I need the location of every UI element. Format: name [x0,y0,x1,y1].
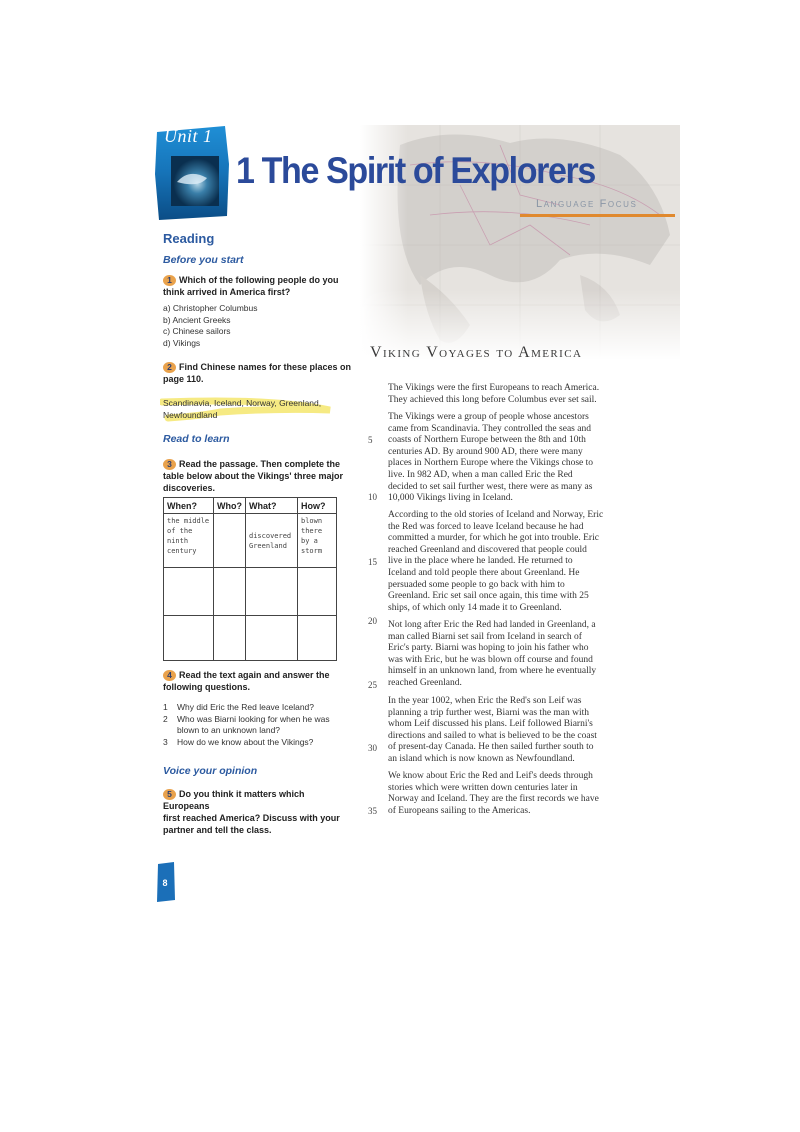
line-number: 15 [368,557,377,567]
table-cell-who[interactable] [214,616,246,661]
article-paragraph-2: According to the old stories of Iceland and Norway, Eric the Red was forced to leave Iceland because he had committed a murder, for which he got into trouble. Eric reached Greenland and discovered that people could live in the place where he landed. He returned to Iceland and told people there about Greenland. He persuaded some people to go back with him to Greenland. Eric set sail once again, this time with 25 ships, of which only 14 made it to Greenland. [388,510,604,613]
list-item: 1 Why did Eric the Red leave Iceland? [163,702,315,712]
list-item: 3 How do we know about the Vikings? [163,736,314,747]
question-2: 2 Find Chinese names for these places on page 110. [163,362,352,384]
table-row [164,514,337,568]
question-number-badge: 5 [163,789,176,800]
table-cell-when[interactable]: the middle of the ninth century [164,514,214,568]
article-paragraph-5: We know about Eric the Red and Leif's deeds through stories which were written down centuries later in Norway and Iceland. They are the first records we have of Europeans sailing to the Americas. [388,771,599,816]
discoveries-table [163,497,337,661]
page-title: 1 The Spirit of Explorers [236,150,595,191]
question-number-badge: 4 [163,670,176,681]
table-header: When? [164,498,214,514]
question-5: 5 Do you think it matters which Europeans first reached America? Discuss with your partner and tell the class. [163,789,340,835]
question-number-badge: 2 [163,362,176,373]
line-number: 30 [368,743,377,753]
question-list [163,702,330,748]
page-number-tab [155,862,175,902]
line-number: 20 [368,616,377,626]
question-number-badge: 3 [163,459,176,470]
before-you-start-heading: Before you start [163,254,244,266]
table-row [164,616,337,661]
table-header: Who? [214,498,246,514]
table-header: What? [246,498,298,514]
table-cell-what[interactable]: discovered Greenland [246,514,298,568]
option-d: d) Vikings [163,337,201,348]
place-names: Scandinavia, Iceland, Norway, Greenland, Newfoundland [163,398,322,420]
unit-label: Unit 1 [164,126,213,146]
article-title: Viking Voyages to America [370,344,583,361]
page-number: 8 [162,878,168,888]
question-1: 1 Which of the following people do you think arrived in America first? [163,275,339,297]
option-a: a) Christopher Columbus [163,303,258,313]
line-number: 5 [368,435,373,445]
list-item: blown to an unknown land? [177,725,281,735]
line-number: 35 [368,806,377,816]
table-row [164,568,337,616]
table-cell-what[interactable] [246,568,298,616]
section-tag: Language Focus [536,198,638,210]
orange-rule [520,214,675,217]
table-cell-how[interactable] [298,568,337,616]
option-b: b) Ancient Greeks [163,314,231,325]
article-paragraph-1: The Vikings were a group of people whose ancestors came from Scandinavia. They controlled the seas and coasts of Northern Europe between the 8th and 10th centuries AD. By around 900 AD, there were many places in Northern Europe where the Vikings chose to live. In 982 AD, when a man called Eric the Red decided to set sail further west, there were as many as 10,000 Vikings living in Iceland. [388,412,594,504]
article-intro: The Vikings were the first Europeans to reach America. They achieved this long before Columbus ever set sail. [388,383,600,405]
table-cell-who[interactable] [214,568,246,616]
reading-heading: Reading [163,231,215,246]
table-header: How? [298,498,337,514]
table-cell-how[interactable]: blown there by a storm [298,514,337,568]
table-cell-how[interactable] [298,616,337,661]
question-number-badge: 1 [163,275,176,286]
voice-your-opinion-heading: Voice your opinion [163,765,258,777]
table-cell-when[interactable] [164,616,214,661]
table-cell-what[interactable] [246,616,298,661]
option-c: c) Chinese sailors [163,326,231,336]
article-paragraph-4: In the year 1002, when Eric the Red's son Leif was planning a trip further west, Biarni was the man with whom Leif discussed his plans. Leif followed Biarni's directions and sailed to what is believed to be the coast of present-day Canada. He then sailed further south to an island which is now known as Newfoundland. [388,696,597,764]
line-number: 25 [368,680,377,690]
table-cell-when[interactable] [164,568,214,616]
table-cell-who[interactable] [214,514,246,568]
question-4: 4 Read the text again and answer the following questions. [163,670,330,692]
article-paragraph-3: Not long after Eric the Red had landed in Greenland, a man called Biarni set sail from Iceland in search of Eric's party. Biarni was hoping to join his father who was with Eric, but he was blown off course and found himself in an unknown land, from where he eventually reached Greenland. [388,620,597,688]
list-item: 2 Who was Biarni looking for when he was [163,713,330,724]
answer-options [163,303,257,349]
read-to-learn-heading: Read to learn [163,433,230,445]
question-3: 3 Read the passage. Then complete the table below about the Vikings' three major discoveries. [163,459,344,493]
line-number: 10 [368,492,377,502]
